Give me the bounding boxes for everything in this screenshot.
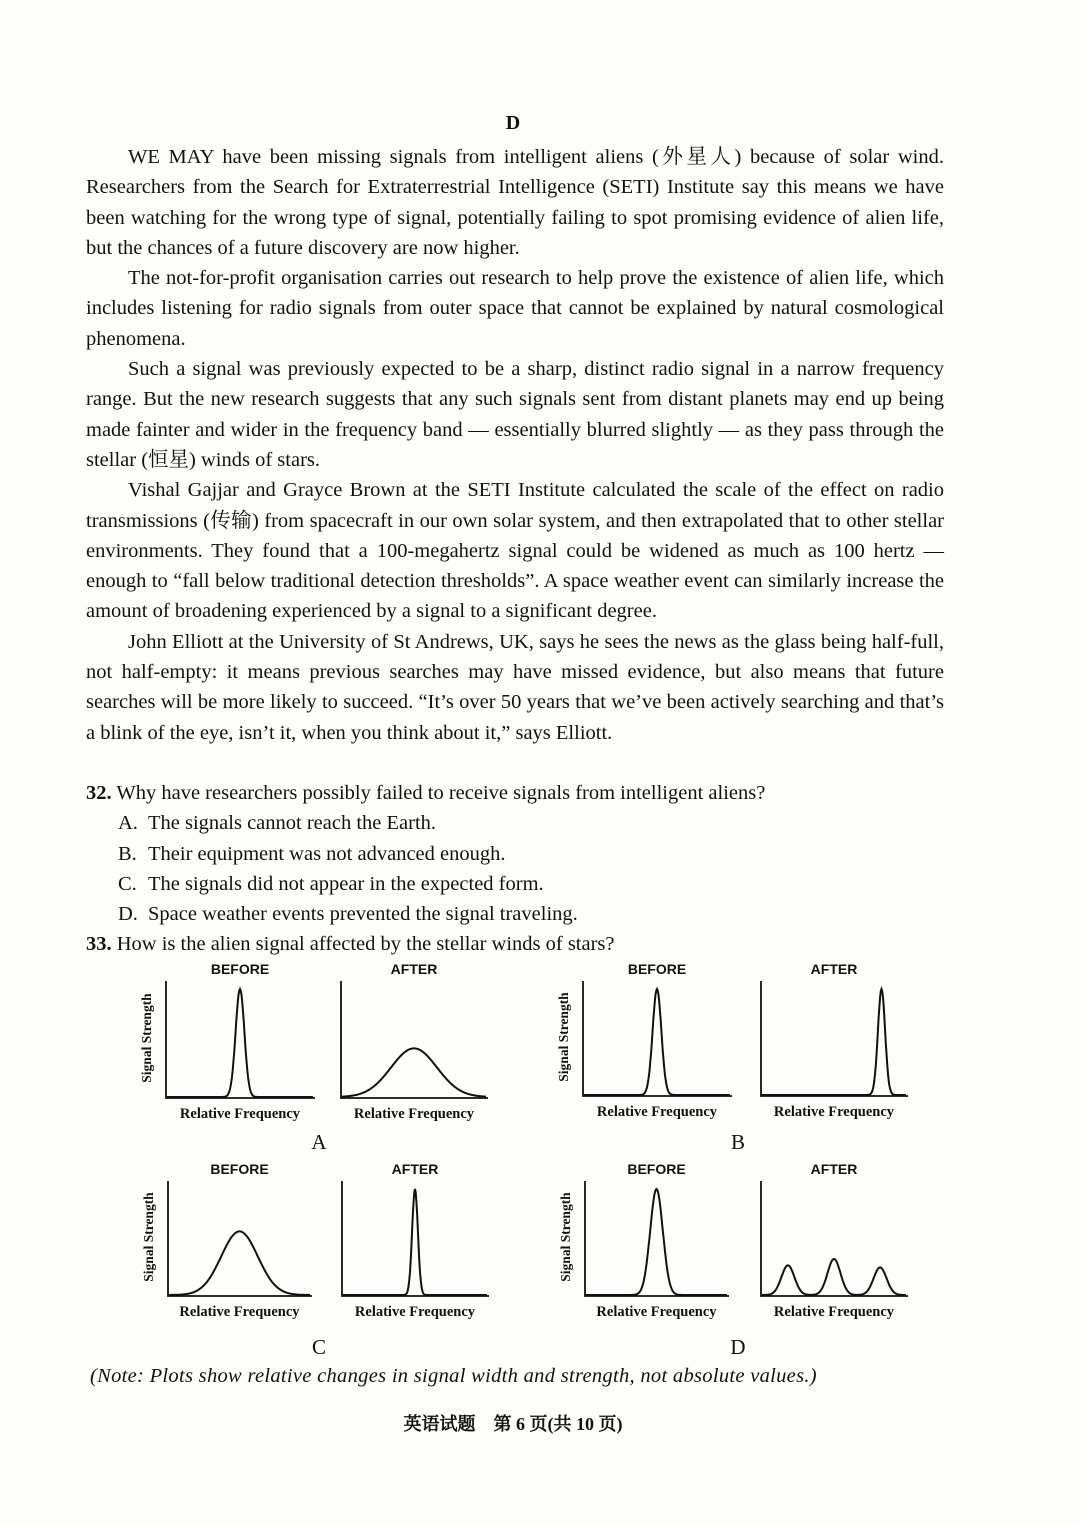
plot-c-after-x-label: Relative Frequency	[354, 1304, 476, 1320]
plot-b-before-y-label: Signal Strength	[556, 992, 571, 1082]
reading-passage	[86, 142, 944, 748]
option-b[interactable]: B. Their equipment was not advanced enough.	[118, 842, 506, 865]
plot-d-before-x-label: Relative Frequency	[596, 1304, 717, 1320]
plot-a-before-y-label: Signal Strength	[139, 993, 154, 1083]
plot-d-after-signal-curve	[762, 1259, 906, 1295]
plot-b-before	[582, 981, 732, 1097]
plot-a-after-signal-curve	[342, 1048, 486, 1096]
plot-d-before-title: BEFORE	[627, 1161, 686, 1177]
paragraph-5: John Elliott at the University of St Andrews, UK, says he sees the news as the glass being half-full, not half-empty: it means previous searches may have missed evidence, but also means that future searches will be more likely to succeed. “It’s over 50 years that we’ve been actively searching and that’s a blink of the eye, isn’t it, when you think about it,” says Elliott.	[86, 630, 944, 744]
question-33-number: 33.	[86, 933, 112, 955]
plot-d-before-axes	[585, 1181, 729, 1296]
option-a[interactable]: A. The signals cannot reach the Earth.	[118, 812, 437, 835]
plot-c-before-x-label: Relative Frequency	[179, 1304, 300, 1320]
option-d[interactable]: D. Space weather events prevented the signal traveling.	[118, 903, 578, 926]
question-33	[86, 929, 956, 959]
plot-d-after	[760, 1181, 908, 1297]
plot-option-letter-a: A	[311, 1130, 327, 1154]
plot-a-after-x-label: Relative Frequency	[353, 1106, 475, 1122]
plot-b-before-title: BEFORE	[627, 961, 687, 977]
plot-c-before-axes	[168, 1181, 312, 1296]
plot-a-before-title: BEFORE	[210, 961, 270, 977]
plot-c-after	[341, 1181, 489, 1297]
section-heading: D	[505, 112, 521, 134]
plot-a-before-signal-curve	[167, 989, 313, 1097]
plot-a-before	[165, 981, 315, 1099]
question-32-stem	[86, 778, 956, 808]
plot-c-before-title: BEFORE	[210, 1161, 269, 1177]
plot-c-before	[167, 1181, 312, 1297]
question-32-text: Why have researchers possibly failed to receive signals from intelligent aliens?	[116, 782, 766, 804]
plot-d-after-x-label: Relative Frequency	[773, 1304, 895, 1320]
paragraph-2: The not-for-profit organisation carries out research to help prove the existence of alien life, which includes listening for radio signals from outer space that cannot be explained by natural cosmological phenomena.	[86, 267, 944, 350]
plot-a-after	[340, 981, 488, 1099]
paragraph-4: Vishal Gajjar and Grayce Brown at the SETI Institute calculated the scale of the effect on radio transmissions (传输) from spacecraft in our own solar system, and then extrapolated that to other stellar environments. They found that a 100-megahertz signal could be widened as much as 100 hertz — enough to “fall below traditional detection thresholds”. A space weather event can similarly increase the amount of broadening experienced by a signal to a significant degree.	[86, 479, 944, 623]
plot-b-before-axes	[583, 981, 732, 1096]
paragraph-1: WE MAY have been missing signals from intelligent aliens (外星人) because of solar wind. Researchers from the Search for Extraterrestrial Intelligence (SETI) Institute say this means we have been watching for the wrong type of signal, potentially failing to spot promising evidence of alien life, but the chances of a future discovery are now higher.	[86, 146, 944, 259]
plot-c-before-signal-curve	[169, 1231, 310, 1295]
option-c[interactable]: C. The signals did not appear in the expected form.	[118, 872, 544, 895]
plot-c-after-title: AFTER	[391, 1161, 439, 1177]
plot-d-before-y-label: Signal Strength	[558, 1192, 573, 1282]
plot-c-before-y-label: Signal Strength	[141, 1192, 156, 1282]
plot-b-after	[760, 981, 908, 1097]
plot-b-after-x-label: Relative Frequency	[773, 1104, 895, 1120]
plot-b-after-title: AFTER	[810, 961, 858, 977]
question-33-text: How is the alien signal affected by the stellar winds of stars?	[116, 933, 615, 955]
question-32	[86, 778, 956, 929]
plot-option-letter-d: D	[730, 1335, 746, 1359]
plot-a-after-axes	[341, 981, 488, 1098]
question-33-stem	[86, 929, 956, 959]
plot-d-before-signal-curve	[586, 1189, 727, 1295]
plot-option-letter-b: B	[730, 1130, 745, 1154]
page-footer: 英语试题 第 6 页(共 10 页)	[403, 1414, 623, 1434]
plot-d-after-title: AFTER	[810, 1161, 858, 1177]
plot-option-letter-c: C	[311, 1335, 326, 1359]
question-32-number: 32.	[86, 782, 112, 804]
plot-b-before-signal-curve	[584, 989, 730, 1095]
plot-b-after-signal-curve	[762, 989, 906, 1095]
plot-a-before-axes	[166, 981, 315, 1098]
plot-b-before-x-label: Relative Frequency	[596, 1104, 718, 1120]
plot-a-before-x-label: Relative Frequency	[179, 1106, 301, 1122]
plot-note: (Note: Plots show relative changes in signal width and strength, not absolute values.)	[90, 1365, 817, 1387]
plot-a-after-title: AFTER	[390, 961, 438, 977]
plot-c-after-signal-curve	[343, 1189, 487, 1295]
plot-d-before	[584, 1181, 729, 1297]
paragraph-3: Such a signal was previously expected to be a sharp, distinct radio signal in a narrow frequency range. But the new research suggests that any such signals sent from distant planets may end up being made fainter and wider in the frequency band — essentially blurred slightly — as they pass through the stellar (恒星) winds of stars.	[86, 358, 944, 471]
